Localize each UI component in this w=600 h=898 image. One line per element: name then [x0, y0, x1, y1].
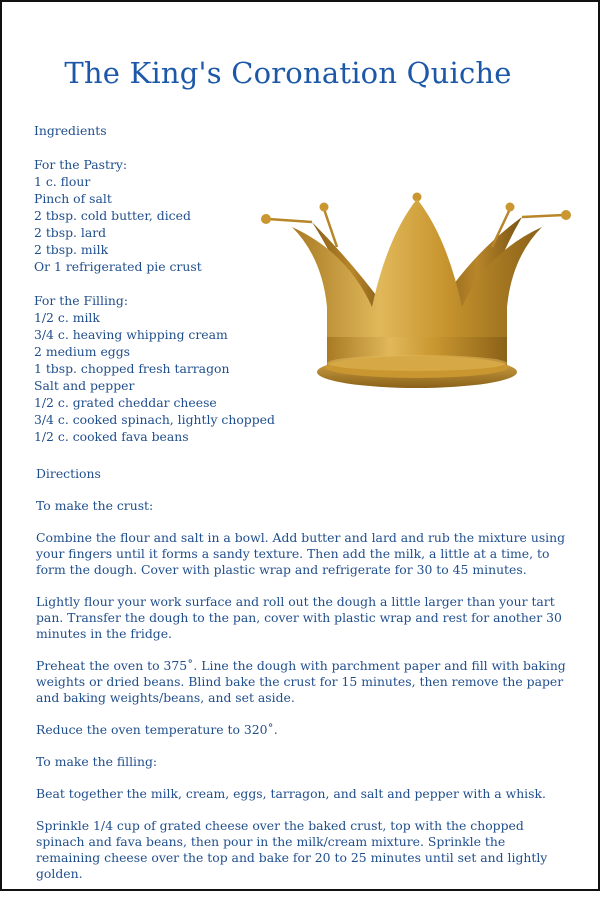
ingredient-item: 2 tbsp. lard	[34, 225, 107, 240]
direction-step: Combine the flour and salt in a bowl. Add butter and lard and rub the mixture using your fingers until it forms a sandy texture. Then add the milk, a little at a time, to form the dough. Cover with plastic wrap and refrigerate for 30 to 45 minutes.	[36, 530, 566, 577]
crust-heading: To make the crust:	[36, 498, 154, 513]
direction-step: Beat together the milk, cream, eggs, tarragon, and salt and pepper with a whisk.	[36, 786, 546, 801]
filling-directions-heading: To make the filling:	[36, 754, 158, 769]
directions-section	[36, 466, 571, 898]
ingredient-item: 1 tbsp. chopped fresh tarragon	[34, 361, 230, 376]
direction-step: Lightly flour your work surface and roll out the dough a little larger than your tart pan. Transfer the dough to the pan, cover with plastic wrap and rest for another 30 minutes in the fridge.	[36, 594, 562, 641]
directions-heading: Directions	[36, 466, 101, 481]
ingredient-item: 2 medium eggs	[34, 344, 131, 359]
ingredient-item: 1 c. flour	[34, 174, 91, 189]
filling-heading: For the Filling:	[34, 293, 129, 308]
ingredient-item: 2 tbsp. milk	[34, 242, 109, 257]
direction-step: Sprinkle 1/4 cup of grated cheese over the baked crust, top with the chopped spinach and fava beans, then pour in the milk/cream mixture. Sprinkle the remaining cheese over the top and bake for 20 to 25 minutes until set and lightly golden.	[36, 818, 548, 881]
ingredient-item: 1/2 c. grated cheddar cheese	[34, 395, 217, 410]
ingredient-item: 1/2 c. milk	[34, 310, 100, 325]
ingredient-item: Or 1 refrigerated pie crust	[34, 259, 202, 274]
ingredient-item: Pinch of salt	[34, 191, 112, 206]
pastry-heading: For the Pastry:	[34, 157, 128, 172]
ingredient-item: 2 tbsp. cold butter, diced	[34, 208, 191, 223]
ingredient-item: 3/4 c. heaving whipping cream	[34, 327, 228, 342]
recipe-title: The King's Coronation Quiche	[64, 56, 512, 90]
crown-icon	[252, 187, 582, 407]
ingredient-item: 1/2 c. cooked fava beans	[34, 429, 189, 444]
ingredient-item: 3/4 c. cooked spinach, lightly chopped	[34, 412, 275, 427]
ingredient-item: Salt and pepper	[34, 378, 135, 393]
ingredients-heading: Ingredients	[34, 123, 107, 138]
direction-step: Reduce the oven temperature to 320˚.	[36, 722, 278, 737]
direction-step: Preheat the oven to 375˚. Line the dough with parchment paper and fill with baking weights or dried beans. Blind bake the crust for 15 minutes, then remove the paper and baking weights/beans, and set aside.	[36, 658, 566, 705]
